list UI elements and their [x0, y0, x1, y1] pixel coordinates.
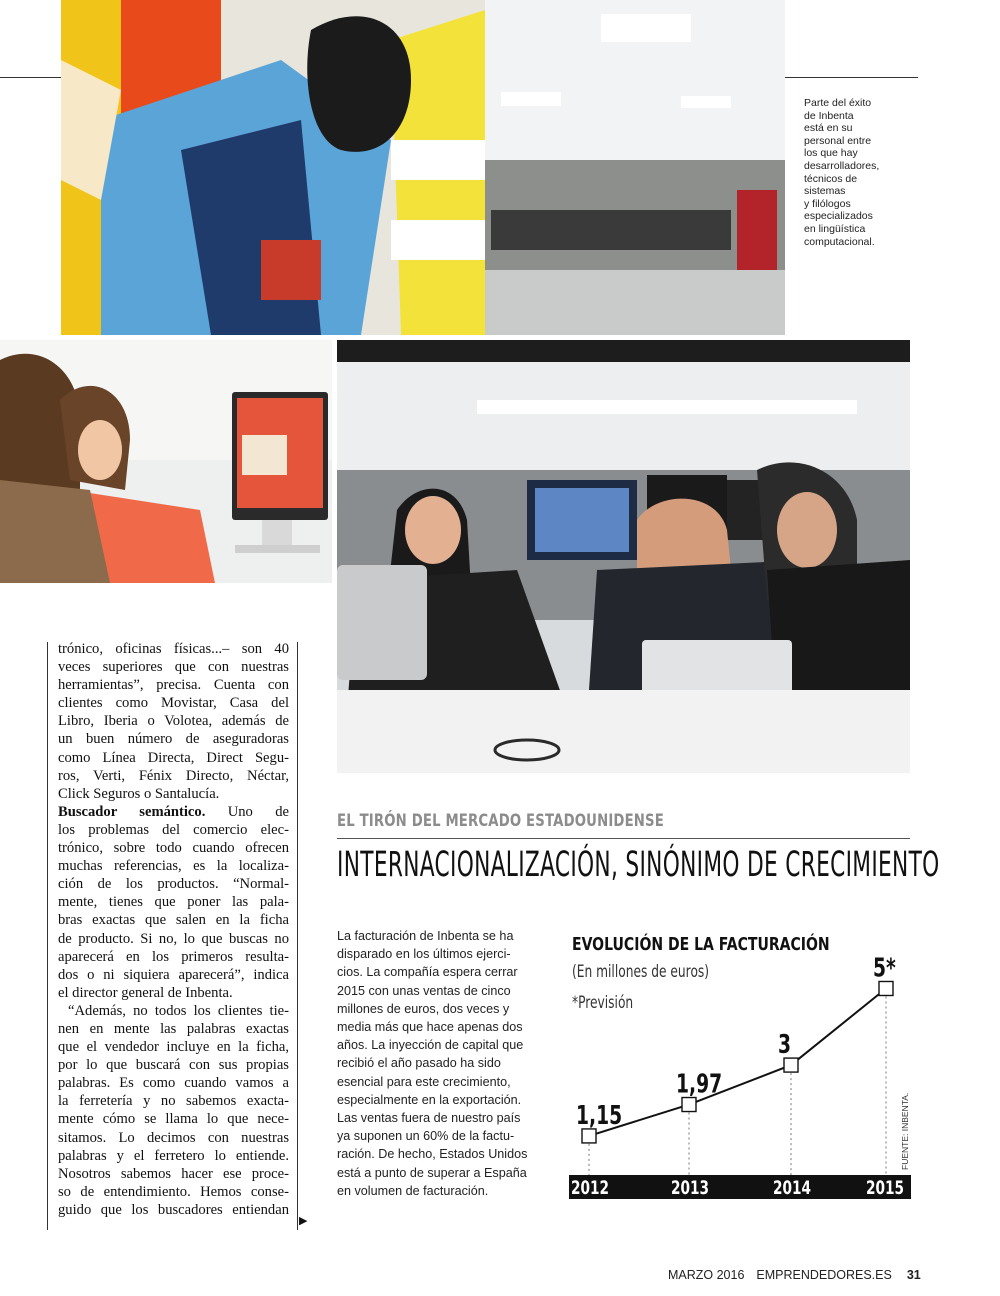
x-tick-label: 2015	[866, 1176, 905, 1199]
text-line: veces superiores que con nuestras	[58, 659, 289, 676]
text-line: “Además, no todos los clientes tie-	[68, 1002, 289, 1019]
text-line: aparecerá en los primeros resulta-	[58, 948, 289, 965]
photo-illustration	[61, 0, 785, 335]
photo-caption	[804, 97, 914, 248]
text-line: disparado en los últimos ejerci-	[337, 947, 511, 962]
mural-and-office-photo	[61, 0, 785, 335]
body-text-column	[58, 640, 289, 1219]
column-left-rule	[47, 642, 48, 1230]
text-line: clientes como Movistar, Casa del	[58, 695, 289, 712]
text-line: recibió el año pasado ha sido	[337, 1056, 501, 1071]
data-label: 3	[778, 1030, 792, 1060]
data-point-marker	[784, 1058, 798, 1072]
text-line: computacional.	[804, 235, 875, 248]
photo-illustration	[0, 340, 332, 583]
text-line: muchas referencias, es la localiza-	[58, 858, 289, 875]
team-working-photo	[337, 340, 910, 773]
subhead-line	[58, 803, 289, 821]
text-line: herramientas”, precisa. Cuenta con	[58, 677, 289, 694]
text-line: media más que hace apenas dos	[337, 1020, 523, 1035]
text-line: el director general de Inbenta.	[58, 984, 233, 1001]
text-line: so de entendimiento. Hemos conse-	[58, 1183, 289, 1200]
text-line: mente, tienes que poner las pala-	[58, 894, 289, 911]
data-label: 5*	[873, 953, 896, 984]
data-label: 1,97	[676, 1069, 723, 1100]
text-line: desarrolladores,	[804, 159, 880, 172]
photo-illustration	[337, 340, 910, 773]
footer-site: EMPRENDEDORES.ES	[756, 1268, 892, 1282]
data-point-marker	[879, 981, 893, 995]
text-line: ros, Verti, Fénix Directo, Néctar,	[58, 767, 289, 784]
text-line: como Línea Directa, Direct Segu-	[58, 749, 289, 766]
text-line: trónico, oficinas físicas...– son 40	[58, 641, 289, 657]
text-line: sitamos. Lo decimos con nuestras	[58, 1129, 289, 1146]
text-line: mente cómo se llama lo que nece-	[58, 1111, 289, 1128]
text-line: palabras y el ferretero lo entiende.	[58, 1147, 289, 1164]
text-line: por lo que buscará con sus propias	[58, 1057, 289, 1074]
text-line: y filólogos	[804, 197, 851, 210]
two-women-at-computer-photo	[0, 340, 332, 583]
text-line: 2015 con unas ventas de cinco	[337, 983, 511, 998]
text-line: millones de euros, dos veces y	[337, 1001, 510, 1016]
text-line: sistemas	[804, 185, 846, 198]
kicker-rule	[337, 838, 910, 839]
text-line: trónico, sobre todo cuando ofrecen	[58, 840, 289, 857]
text-line: ración. De hecho, Estados Unidos	[337, 1147, 528, 1162]
body-lines-before	[58, 640, 289, 803]
x-tick-label: 2013	[671, 1176, 710, 1199]
x-tick-label: 2012	[571, 1176, 610, 1199]
body-lines-after	[58, 821, 289, 1219]
text-line: cios. La compañía espera cerrar	[337, 965, 518, 980]
sidebar-text	[337, 927, 537, 1200]
text-line: palabras. Es como cuando vamos a	[58, 1075, 289, 1092]
sidebar-headline: INTERNACIONALIZACIÓN, SINÓNIMO DE CRECIMIENTO	[337, 845, 940, 885]
subhead-rest: Uno de	[205, 803, 289, 820]
caption-text	[804, 97, 914, 248]
text-line: de Inbenta	[804, 109, 854, 122]
x-tick-label: 2014	[773, 1176, 812, 1199]
caption-rule	[785, 77, 918, 78]
text-line: especializados	[804, 210, 873, 223]
revenue-chart	[565, 925, 915, 1205]
chart-svg	[565, 925, 915, 1205]
text-line: nen en mente las palabras exactas	[58, 1020, 289, 1037]
subhead-buscador-semantico: Buscador semántico.	[58, 803, 206, 820]
text-line: un buen número de aseguradoras	[58, 731, 289, 748]
column-right-rule	[297, 642, 298, 1230]
data-point-marker	[582, 1129, 596, 1143]
chart-subtitle: (En millones de euros)	[572, 962, 710, 982]
text-line: guido que los buscadores entiendan	[58, 1201, 289, 1218]
chart-title: EVOLUCIÓN DE LA FACTURACIÓN	[572, 933, 830, 955]
data-label: 1,15	[576, 1100, 623, 1131]
text-line: Parte del éxito	[804, 97, 872, 109]
chart-note: *Previsión	[572, 993, 634, 1013]
text-line: está a punto de superar a España	[337, 1165, 527, 1180]
text-line: Click Seguros o Santalucía.	[58, 785, 220, 802]
text-line: en volumen de facturación.	[337, 1183, 489, 1198]
text-line: personal entre	[804, 134, 872, 147]
text-line: Nosotros sabemos hacer ese proce-	[58, 1165, 289, 1182]
text-line: Las ventas fuera de nuestro país	[337, 1111, 521, 1126]
text-line: los que hay	[804, 147, 858, 160]
continue-arrow: ▶	[299, 1214, 308, 1227]
text-line: en lingüística	[804, 222, 866, 235]
page-footer	[668, 1268, 921, 1282]
footer-page-number: 31	[906, 1268, 921, 1282]
text-line: bras exactas que salen en la ficha	[58, 912, 289, 929]
text-line: años. La inyección de capital que	[337, 1038, 524, 1053]
text-line: especialmente en la exportación.	[337, 1092, 522, 1107]
text-line: ción de los productos. “Normal-	[58, 876, 289, 893]
text-line: Libro, Iberia o Volotea, además de	[58, 713, 289, 730]
text-line: los problemas del comercio elec-	[58, 821, 289, 838]
top-left-rule	[0, 77, 61, 78]
chart-source: FUENTE: INBENTA.	[900, 1092, 910, 1170]
text-line: que el vendedor incluye en la ficha,	[58, 1039, 289, 1056]
footer-issue: MARZO 2016	[668, 1268, 745, 1282]
text-line: está en su	[804, 122, 853, 135]
x-axis-bar	[569, 1175, 911, 1199]
text-line: de producto. Si no, lo que buscas no	[58, 930, 289, 947]
sidebar-kicker: EL TIRÓN DEL MERCADO ESTADOUNIDENSE	[337, 811, 664, 831]
text-line: dos o ni siquiera aparecerá”, indica	[58, 966, 289, 983]
series-line	[589, 988, 886, 1135]
text-line: la ferretería y no sabemos exacta-	[58, 1093, 289, 1110]
data-point-marker	[682, 1098, 696, 1112]
text-line: técnicos de	[804, 172, 858, 185]
text-line: La facturación de Inbenta se ha	[337, 929, 514, 943]
text-line: ya suponen un 60% de la factu-	[337, 1129, 515, 1144]
text-line: esencial para este crecimiento,	[337, 1074, 511, 1089]
